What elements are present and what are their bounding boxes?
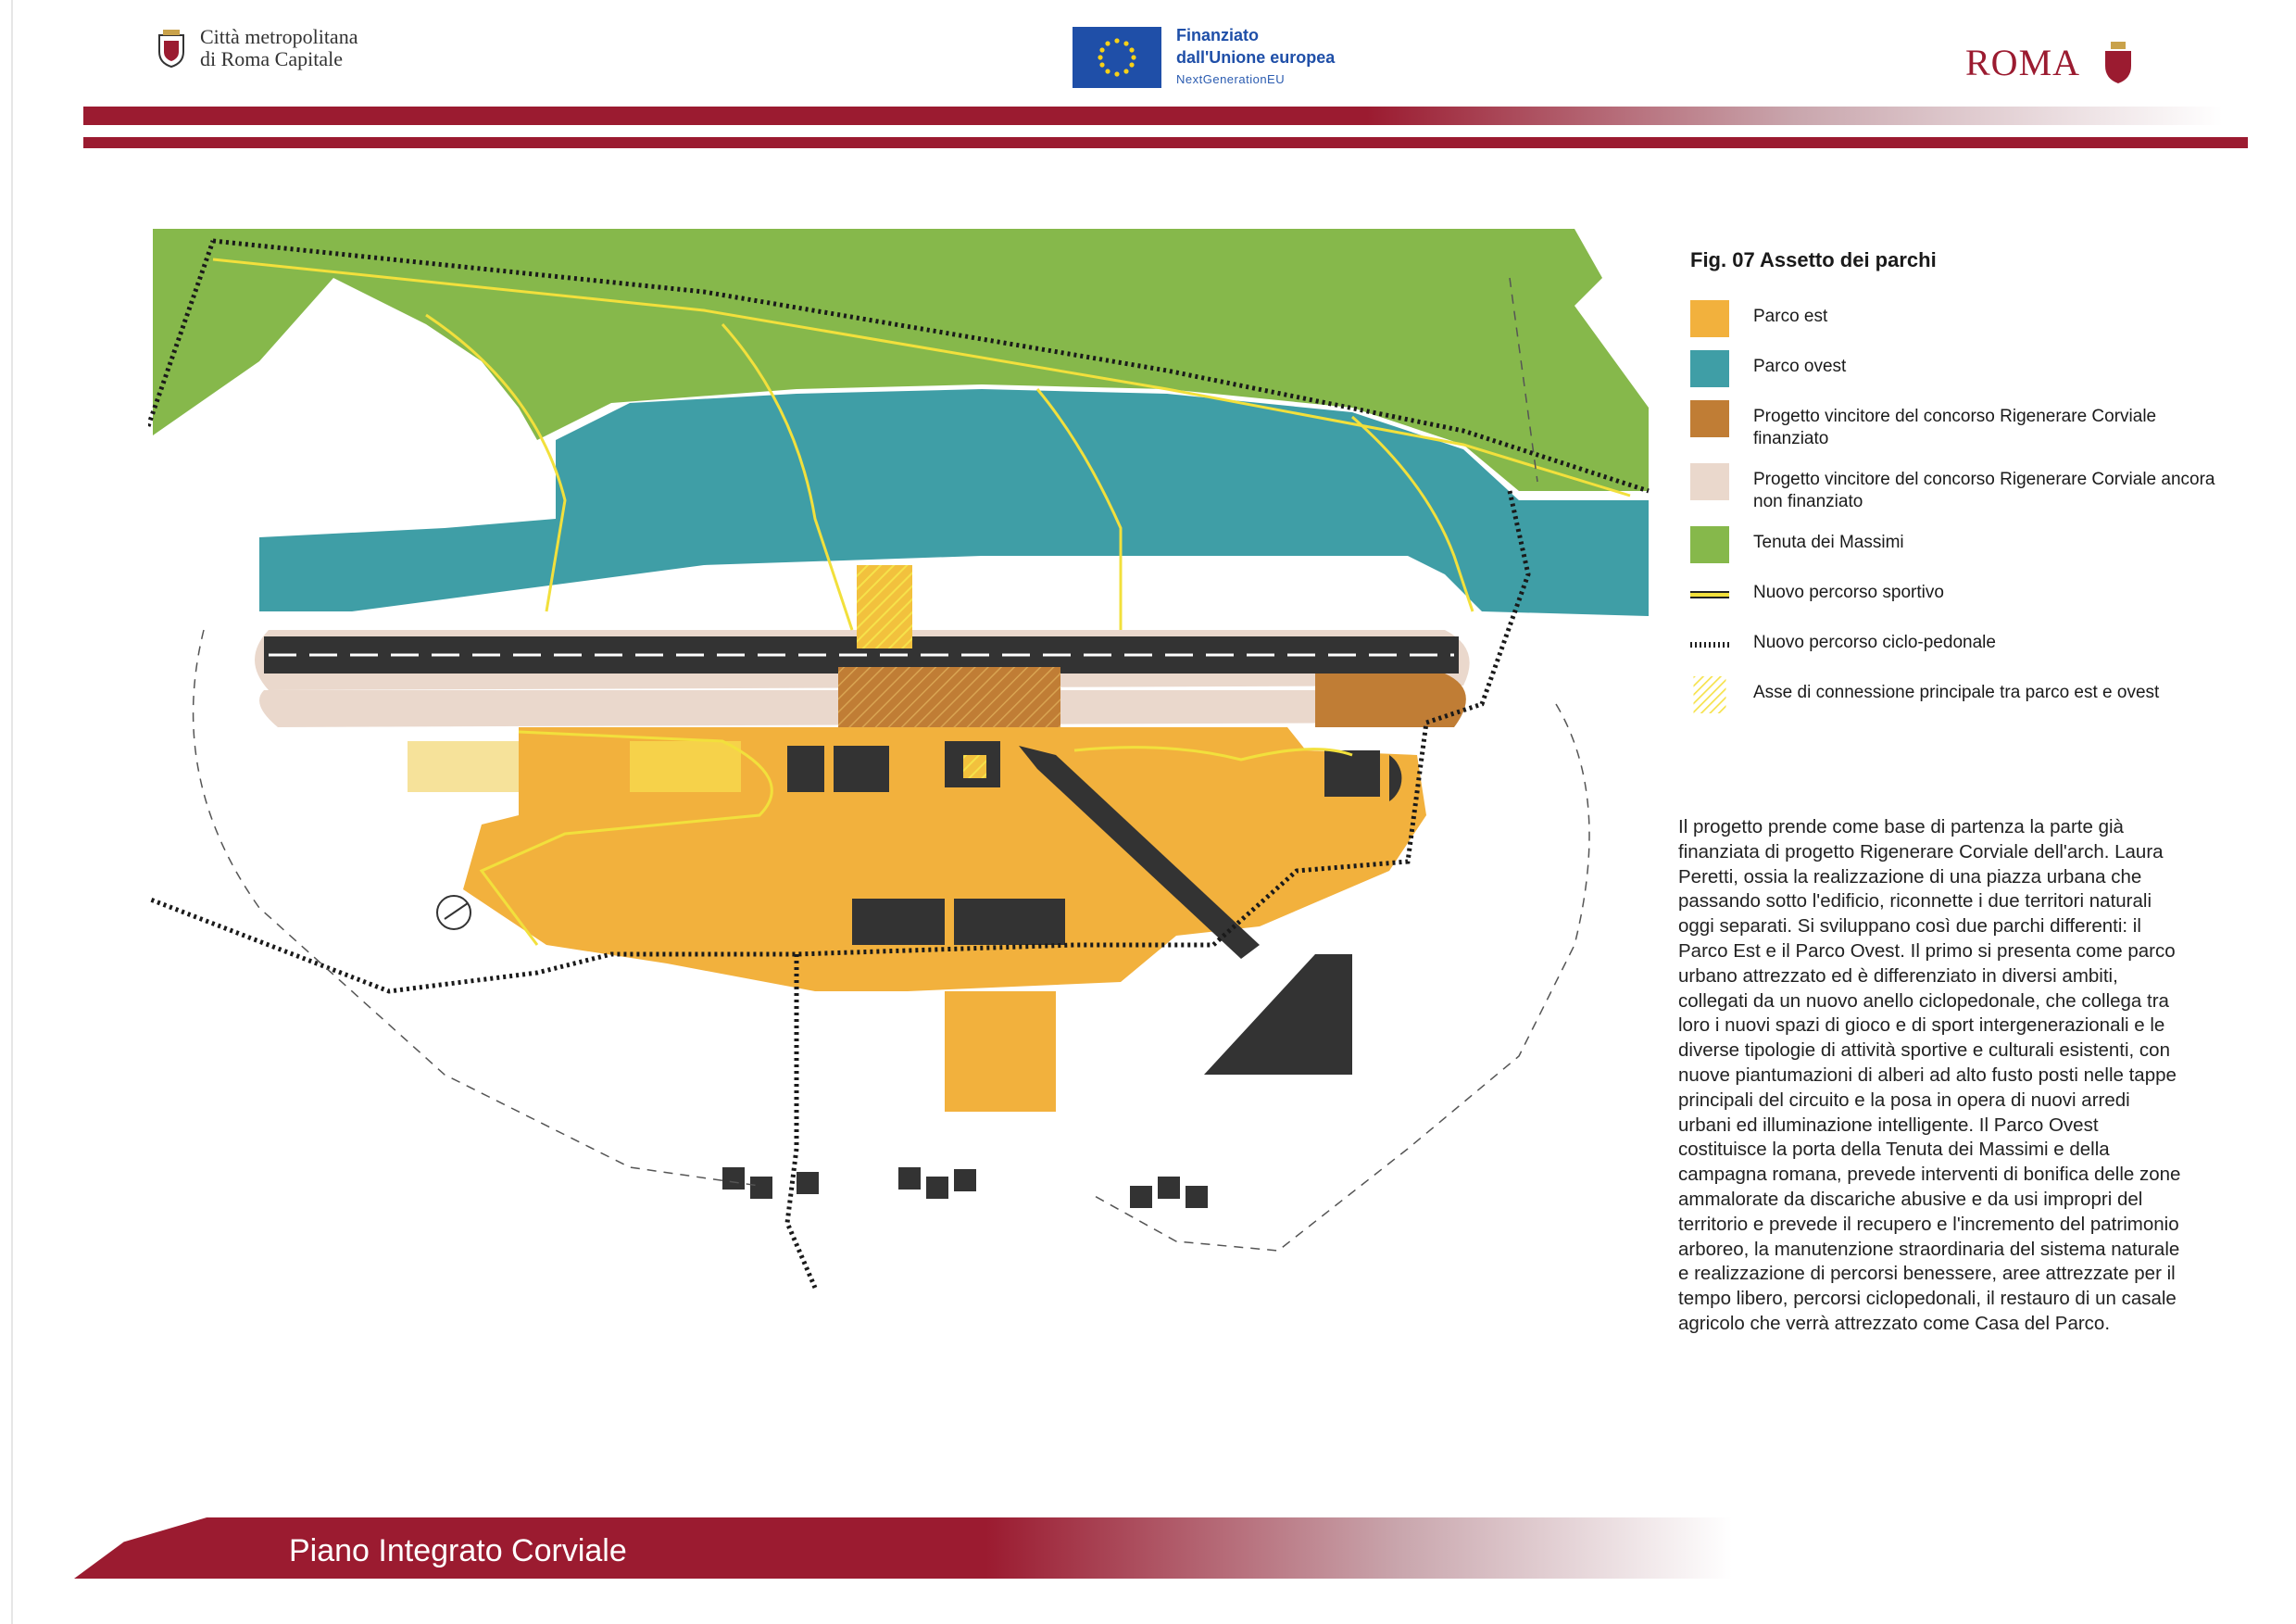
legend-item-tenuta — [1690, 526, 2227, 563]
org-line-2: di Roma Capitale — [200, 47, 343, 70]
cycle-path-line-icon — [1690, 626, 1729, 663]
legend-item-percorso-sportivo — [1690, 576, 2227, 613]
legend-label: Progetto vincitore del concorso Rigenerare Corviale ancora non finanziato — [1753, 470, 2215, 511]
legend-item-parco-ovest — [1690, 350, 2227, 387]
sport-area-yellow-2 — [630, 741, 741, 792]
park-map — [148, 222, 1667, 1306]
eu-line-1: Finanziato — [1176, 26, 1259, 44]
building — [787, 746, 824, 792]
building — [1324, 750, 1380, 797]
eu-funding-text — [1176, 24, 1335, 91]
project-description: Il progetto prende come base di partenza la parte già finanziata di progetto Rigenerare Corviale dell'arch. Laura Peretti, ossia la realizzazione di una piazza urbana che passando sotto l'edificio, riconnette i due territori naturali oggi separati. Si sviluppano così due parchi differenti: il Parco Est e il Parco Ovest. Il primo si presenta come parco urbano attrezzato ed è differenziato in diversi ambiti, collegati da un nuovo anello ciclopedonale, che collega tra loro i nuovi spazi di gioco e di sport intergenerazionali e le diverse tipologie di attività sportive e culturali esistenti, con nuove piantumazioni di alberi ad alto fusto posti nelle tappe principali del circuito e la posa in opera di nuovi arredi urbani ed illuminazione intelligente. Il Parco Ovest costituisce la porta della Tenuta dei Massimi e della campagna romana, prevede interventi di bonifica delle zone ammalorate da discariche abusive e da usi impropri del territorio e prevede il recupero e l'incremento del patrimonio arboreo, la manutenzione straordinaria del sistema naturale e realizzazione di percorsi benessere, aree attrezzate per il tempo libero, percorsi ciclopedonali, il restauro di un casale agricolo che verrà attrezzato come Casa del Parco. — [1678, 816, 2181, 1334]
connection-axis — [857, 565, 912, 648]
park-map-drawing — [148, 222, 1667, 1306]
page-edge — [11, 0, 13, 1624]
triangle-building — [1204, 954, 1352, 1075]
north-arrow-icon — [437, 896, 470, 929]
building-hatch — [963, 755, 986, 778]
sport-path-line-icon — [1690, 576, 1729, 613]
house — [1158, 1177, 1180, 1199]
house — [722, 1167, 745, 1190]
legend-label: Nuovo percorso sportivo — [1753, 583, 1944, 602]
legend-item-asse-connessione — [1690, 676, 2227, 713]
header-eu-logo — [1073, 24, 1335, 91]
footer-title: Piano Integrato Corviale — [289, 1533, 627, 1568]
building — [834, 746, 889, 792]
crest-icon — [156, 28, 187, 69]
house — [750, 1177, 772, 1199]
legend-label: Parco ovest — [1753, 357, 1847, 376]
eu-line-2: dall'Unione europea — [1176, 48, 1336, 67]
legend-label: Parco est — [1753, 307, 1828, 326]
legend-label: Tenuta dei Massimi — [1753, 533, 1904, 552]
legend — [1690, 248, 2227, 726]
legend-swatch — [1690, 400, 1729, 437]
legend-label: Asse di connessione principale tra parco est e ovest — [1753, 683, 2160, 702]
legend-item-finanziato — [1690, 400, 2227, 450]
legend-swatch — [1690, 526, 1729, 563]
connection-axis-hatch-icon — [1690, 676, 1729, 713]
legend-item-non-finanziato — [1690, 463, 2227, 513]
house — [1186, 1186, 1208, 1208]
building — [852, 899, 945, 945]
house — [926, 1177, 948, 1199]
legend-item-parco-est — [1690, 300, 2227, 337]
header-band-bottom — [83, 137, 2248, 148]
house — [1130, 1186, 1152, 1208]
house — [954, 1169, 976, 1191]
figure-title: Fig. 07 Assetto dei parchi — [1690, 248, 1937, 271]
header-roma-logo — [1965, 41, 2134, 84]
eu-line-3: NextGenerationEU — [1176, 72, 1286, 86]
house — [797, 1172, 819, 1194]
legend-swatch — [1690, 300, 1729, 337]
parco-est-south — [945, 991, 1056, 1112]
legend-swatch — [1690, 463, 1729, 500]
roma-wordmark: ROMA — [1965, 42, 2081, 83]
eu-flag-icon — [1073, 27, 1161, 88]
legend-item-ciclo-pedonale — [1690, 626, 2227, 663]
progetto-finanziato-east — [1315, 674, 1466, 727]
org-line-1: Città metropolitana — [200, 25, 358, 48]
org-name — [200, 26, 358, 70]
house — [898, 1167, 921, 1190]
building — [954, 899, 1065, 945]
sport-area-yellow — [408, 741, 519, 792]
legend-label: Progetto vincitore del concorso Rigenerare Corviale finanziato — [1753, 407, 2157, 448]
roma-shield-icon — [2102, 42, 2134, 84]
legend-swatch — [1690, 350, 1729, 387]
header-band-top — [83, 107, 2223, 125]
header-city-logo — [156, 26, 358, 70]
legend-label: Nuovo percorso ciclo-pedonale — [1753, 633, 1996, 652]
